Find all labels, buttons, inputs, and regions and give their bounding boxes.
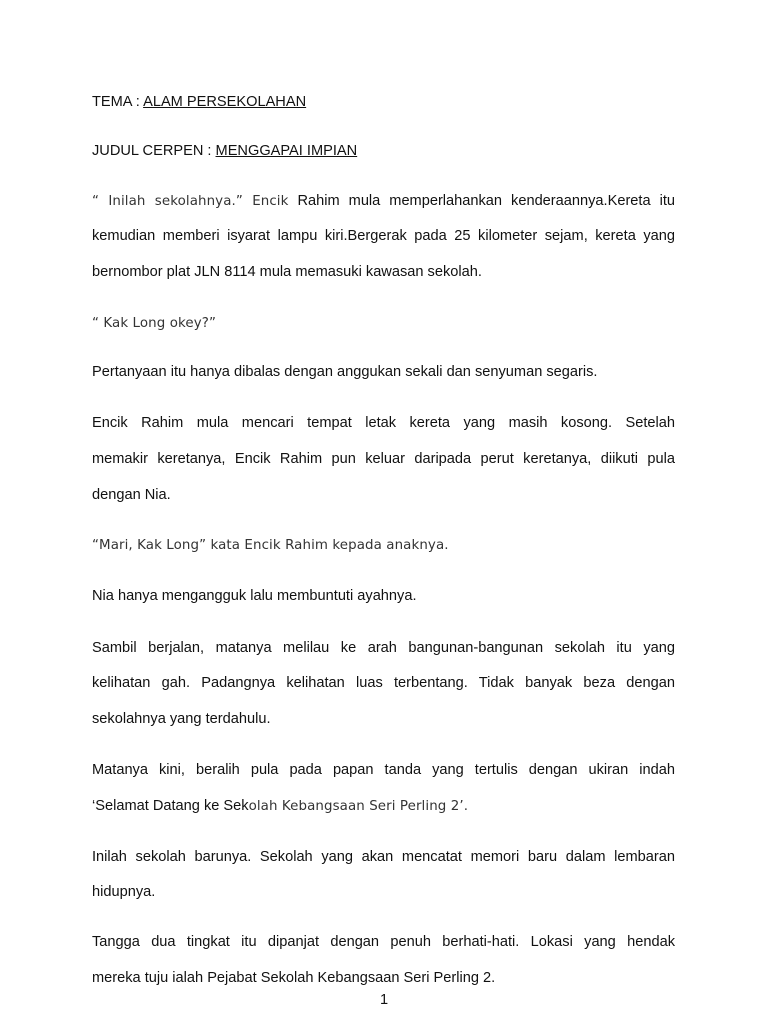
paragraph-10-line-1: Tangga dua tingkat itu dipanjat dengan penuh berhati-hati. Lokasi yang hendak bbox=[92, 934, 675, 950]
theme-value: ALAM PERSEKOLAHAN bbox=[143, 94, 307, 110]
paragraph-2-dialogue: “ Kak Long okey?” bbox=[92, 316, 216, 331]
dialogue-quote: “ Inilah sekolahnya.” Encik bbox=[92, 194, 289, 209]
paragraph-5-dialogue: “Mari, Kak Long” kata Encik Rahim kepada anaknya. bbox=[92, 538, 449, 553]
paragraph-8-line-2 bbox=[92, 796, 675, 817]
narration-text: Rahim mula memperlahankan kenderaannya.Kereta itu bbox=[288, 193, 675, 209]
story-title-line bbox=[92, 141, 675, 161]
paragraph-4-line-1: Encik Rahim mula mencari tempat letak kereta yang masih kosong. Setelah bbox=[92, 415, 675, 431]
story-title-value: MENGGAPAI IMPIAN bbox=[215, 143, 358, 159]
paragraph-9-line-2: hidupnya. bbox=[92, 884, 156, 900]
paragraph-7-line-1: Sambil berjalan, matanya melilau ke arah bangunan-bangunan sekolah itu yang bbox=[92, 640, 675, 656]
theme-line bbox=[92, 92, 675, 112]
document-page bbox=[92, 0, 675, 1024]
paragraph-1-line-1 bbox=[92, 191, 675, 212]
paragraph-8-line-1: Matanya kini, beralih pula pada papan tanda yang tertulis dengan ukiran indah bbox=[92, 762, 675, 778]
theme-label: TEMA : bbox=[92, 94, 144, 110]
page-number: 1 bbox=[379, 992, 389, 1008]
paragraph-10-line-2: mereka tuju ialah Pejabat Sekolah Kebangsaan Seri Perling 2. bbox=[92, 970, 496, 986]
paragraph-1-line-3: bernombor plat JLN 8114 mula memasuki kawasan sekolah. bbox=[92, 264, 482, 280]
paragraph-7-line-3: sekolahnya yang terdahulu. bbox=[92, 711, 271, 727]
story-title-label: JUDUL CERPEN : bbox=[92, 143, 216, 159]
signboard-text-start: ‘Selamat Datang ke Sek bbox=[92, 798, 249, 814]
paragraph-3: Pertanyaan itu hanya dibalas dengan anggukan sekali dan senyuman segaris. bbox=[92, 364, 598, 380]
paragraph-6: Nia hanya mengangguk lalu membuntuti ayahnya. bbox=[92, 588, 417, 604]
paragraph-4-line-3: dengan Nia. bbox=[92, 487, 171, 503]
paragraph-7-line-2: kelihatan gah. Padangnya kelihatan luas terbentang. Tidak banyak beza dengan bbox=[92, 675, 675, 691]
signboard-text-end: olah Kebangsaan Seri Perling 2’. bbox=[248, 799, 469, 814]
paragraph-4-line-2: memakir keretanya, Encik Rahim pun keluar daripada perut keretanya, diikuti pula bbox=[92, 451, 675, 467]
paragraph-1-line-2: kemudian memberi isyarat lampu kiri.Bergerak pada 25 kilometer sejam, kereta yang bbox=[92, 228, 675, 244]
paragraph-9-line-1: Inilah sekolah barunya. Sekolah yang akan mencatat memori baru dalam lembaran bbox=[92, 849, 675, 865]
